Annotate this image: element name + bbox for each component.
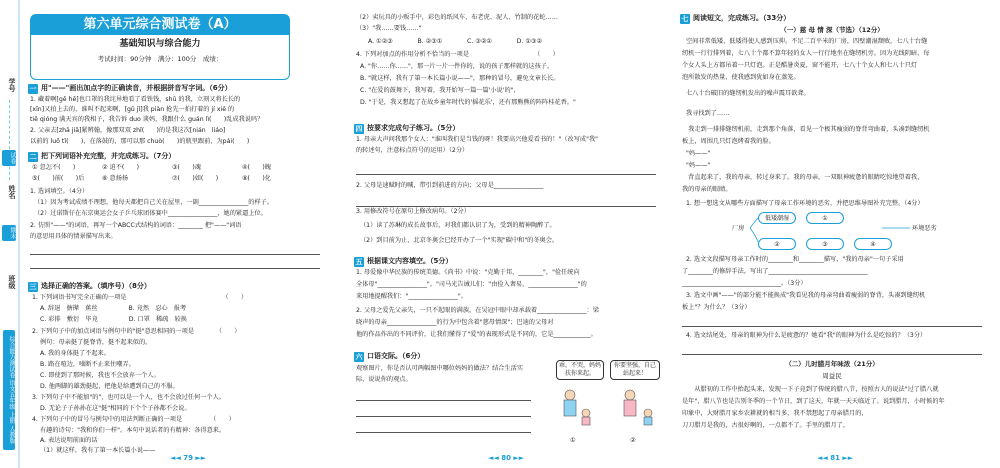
side-label-class: 班级 xyxy=(8,275,16,289)
section-number: 一 xyxy=(29,85,37,93)
page-80 xyxy=(338,0,670,468)
section-6-heading xyxy=(354,352,424,362)
option-line: 有趣的诗句："我和你们一样"。本句中说话者的有精神：各得意来。 xyxy=(40,427,226,434)
section-7-heading xyxy=(680,14,790,24)
passage-line: 泡所散发的热量，使我感到犹如身在蒸笼。 xyxy=(682,74,800,81)
page-subtitle: 基础知识与综合能力 xyxy=(119,39,201,49)
section-text: 把下列词语补充完整，并完成练习。（7分） xyxy=(41,152,176,161)
diagram-node[interactable]: ④ xyxy=(854,238,892,250)
section-text: 根据课文内容填空。（5分） xyxy=(367,257,453,266)
section-number: 五 xyxy=(355,258,363,266)
option-line: B. 路在喧边，噪断不止来住嘲弄。 xyxy=(40,361,135,368)
q-line: 2. 父亲去[zhā jiā]紧辨翰，像那双双 zhǐ( )的是我这次[nián liáo] xyxy=(30,127,226,134)
q-line: 1. 想一想选文从哪些方面描写了母亲工作环境的恶劣，并把思维导图补充完整。（4分） xyxy=(686,200,924,207)
q-line: 3. 下列句子中不能加"的"，也可以是一个人，也不会放过任何一个人。 xyxy=(32,394,225,401)
option-line: （1）就这样，我有了第一本长篇小说—— xyxy=(40,447,156,454)
q-line: 晓声的母亲________________的行为中包含着"慈母情深"；巴迪的父母对 xyxy=(356,319,554,326)
passage-line: 空间非常低矮，低矮得使人感到压抑。不足二百平米的厂房，四壁潮湿颓败。七八十台缝 xyxy=(686,38,928,45)
speech-bubble-right: 你要坚强，自己站起来！ xyxy=(610,360,660,380)
q-line: 4. 选文结尾处，母亲的眼神为什么是疲惫的？她看"我"的眼神为什么是吃惊的？（3分） xyxy=(686,332,927,339)
passage-line: 纫机一行行排列着，七八十个都不算年轻的女人一行行地坐在缝纫机旁。因为光线阴暗，每 xyxy=(682,50,930,57)
diagram-node[interactable]: ① xyxy=(806,212,844,224)
option-line: B. "就这样，我有了第一本长篇小说——"，那种的冒号，避免文章长长。 xyxy=(360,75,560,82)
passage-line: 板上，周围几只灯泡烤着我的脸。 xyxy=(682,138,775,145)
page-number-footer: ◄◄ 79 ►► xyxy=(170,454,207,463)
q-line: 板上"？为什么？（3分） xyxy=(682,304,751,311)
section-4-heading xyxy=(354,124,459,134)
section-number: 二 xyxy=(29,153,37,161)
q-line: 1. 下列词语书写完全正确的一项是 （ ） xyxy=(32,294,248,301)
q-line: 全体母"________________"。"司马光告诫儿们："由俭入奢易，________________"的 xyxy=(356,281,587,288)
q-line: 1. 母爱像中华民族的传统美德。《尚书》中说："克勤于邦，________"，"俭任统向 xyxy=(356,269,580,276)
option-line: C. "在爱的鼓舞下，我写着，我开始写一篇一篇'小说'的"， xyxy=(360,87,520,94)
option-line: A. ①②③ B. ②③① C. ③②① D. ①③② xyxy=(368,38,543,45)
diagram-right-label: 环境恶劣 xyxy=(912,225,937,232)
section-5-heading xyxy=(354,257,452,267)
section-text: 用"——"画出加点字的正确读音，并根据拼音写字词。（6分） xyxy=(41,84,232,93)
passage-line: 七八十台破旧的缝纫机发出的噪声震耳欲聋。 xyxy=(686,90,810,97)
q-line: （2）到目前为止，北京冬奥会已经开办了一个"实现"碳中和"的冬奥会。 xyxy=(360,237,559,244)
word-blank[interactable]: ⑧( )化 xyxy=(242,175,271,182)
option-line: C. 彩排 敷衍 毕竟 D. 口罩 稀疏 较换 xyxy=(40,316,187,323)
passage-line: "妈——" xyxy=(686,150,711,157)
answer-line[interactable] xyxy=(682,348,982,355)
q-line: 2. 仿照"——"的词语，再写一个ABCC式结构的词语：________ 把"——"词语 xyxy=(30,222,242,229)
side-tab-a: 试卷 xyxy=(2,150,16,166)
q-line: 2. 下列句子中的加点词语与例句中的"挺"意思相同的一项是 （ ） xyxy=(32,328,241,335)
section-number: 七 xyxy=(681,15,689,23)
section-number: 三 xyxy=(29,283,37,291)
passage-line: 我寻找到了…… xyxy=(686,110,730,117)
test-title-box xyxy=(30,14,290,80)
mother-child-illustration xyxy=(552,385,662,435)
q-line: 观察图片，你是否认可两幅图中哪位妈妈的做法？结合生活实 xyxy=(356,365,524,372)
q-line: [xīn]又拍上去的，谁叫不起来啊，[gǔ jǐ]我 piàn 抢先一拍打着的 jí xiě 的 xyxy=(30,106,235,113)
word-blank[interactable]: ④( )魄 xyxy=(242,164,271,171)
passage-line: "妈——" xyxy=(686,162,711,169)
page-number-footer: ◄◄ 81 ►► xyxy=(817,454,854,463)
passage-line: 刀刀腊月是我的，古很好啊的，一点都不了。手里的腊月了， xyxy=(682,422,850,429)
word-blank[interactable]: ⑦( )如( ) xyxy=(172,175,219,182)
section-number: 六 xyxy=(355,353,363,361)
answer-line[interactable] xyxy=(682,320,982,327)
diagram-node[interactable]: ② xyxy=(758,238,796,250)
q-line: 的转述句，注意标点符号的运用）（2分） xyxy=(356,147,469,154)
q-line: 4. 下列句子中的冒号与例句中的用法判断正确的一项是 （ ） xyxy=(32,416,235,423)
q-line: 1. 母亲大声问我那个女人："谁叫我们是当钱的呀！我要高兴他爱看书的！"（改写成"我" xyxy=(356,136,599,143)
page-number: 81 xyxy=(830,454,840,463)
section-text: 按要求完成句子练习。（5分） xyxy=(367,124,460,133)
q-line: 4. 下列对加点的作用分析不恰当的一项是 （ ） xyxy=(356,51,559,58)
answer-line[interactable] xyxy=(356,394,531,401)
section-2-heading xyxy=(28,152,175,162)
option-line: D. "于是，我又想起了在故乡童年时代的'摇花乐'，还有那熊熊的阵阵桂花香。" xyxy=(360,99,576,106)
q-line: 3. 用修改符号在原句上修改病句。（2分） xyxy=(356,208,470,215)
answer-line[interactable] xyxy=(30,262,320,269)
option-line: A. 我的身体挺了不起来。 xyxy=(40,350,110,357)
q-line: 1. 选词填空。（4分） xyxy=(30,188,89,195)
word-blank[interactable]: ② 迫不( ) xyxy=(102,164,140,171)
q-line: （2）卖玩具的小贩手中，彩色的纸风车、布老虎、泥人、竹制的花蛇…… xyxy=(356,14,558,21)
passage-line: 我走到一排排缝纫机前，走到那个角落，看见一个极其瘦弱的脊背弯曲着，头凑到缝纫机 xyxy=(682,126,930,133)
page-81 xyxy=(672,0,1000,468)
section-number: 四 xyxy=(355,125,363,133)
option-line: 例句：母亲挺了挺脊背，挺不起来似的。 xyxy=(40,339,152,346)
q-line: 3. 选文中画"——"的部分能不能换成"我看见我的母亲弯曲着瘦弱的脊背，头凑到缝纫机 xyxy=(686,292,926,299)
passage-line: 个女人头上方都吊着一只灯泡。正是酷暑炎夏，窗不能开，七八十个女人和七八十只灯 xyxy=(682,62,918,69)
section-1-heading xyxy=(28,84,232,94)
section-text: 阅读短文，完成练习。（33分） xyxy=(693,14,791,23)
page-number: 80 xyxy=(501,454,511,463)
passage-line: 我的母亲的眼睛。 xyxy=(682,186,732,193)
passage-line: 背直起来了，我的母亲，转过身来了。我的母亲。一双眼神疲惫的眼睛吃惊地望着我， xyxy=(682,174,924,181)
diagram-connectors xyxy=(742,216,912,246)
answer-line[interactable] xyxy=(30,248,320,255)
page-title: 第六单元综合测试卷（A） xyxy=(31,15,289,35)
option-line: D. 无论子子孙孙在这"挺"相同的下个个子孙都不会说。 xyxy=(40,405,191,412)
q-line: 际，说说你的观点。 xyxy=(356,376,412,383)
diagram-node: 低矮潮湿 xyxy=(758,212,796,224)
q-line: 了________的修辞手法，写出了________________________________ xyxy=(682,268,868,275)
section-text: 选择正确的答案。（填序号）（8分） xyxy=(41,282,151,291)
option-line: A. "你……你……"，那一片一片一件你的，说的孩子那样就的这孩子。 xyxy=(360,63,554,70)
page-79 xyxy=(0,0,333,468)
diagram-left-label: 厂房 xyxy=(732,225,745,232)
answer-line[interactable] xyxy=(356,410,531,417)
passage-line: 是年"，腊八节也是告别冬季的一个节日，到了这天，年就一天天临近了。说到腊月，小时候的年 xyxy=(682,398,945,405)
q-line: 来用地提醒我们："________________"。 xyxy=(356,293,467,300)
side-series-label: 综合能力测试卷 语文五年级 上册 人教版 xyxy=(3,330,15,450)
page-number-footer: ◄◄ 80 ►► xyxy=(488,454,525,463)
option-line: A. 辞退 搪撵 蕉丝 B. 竟然 忍心 报考 xyxy=(40,305,187,312)
q-line: 以前的 luō tǐ( )，在落鼓的，那可以那 chuò( )的瓶里跟前，为pái( ) xyxy=(30,138,250,145)
binding-margin xyxy=(0,0,20,468)
passage-1-title: （一）慈 母 情 深（节选）（12分） xyxy=(780,26,884,34)
q-line: tiě qióng 满天宾的我相子，我告诉 duo 谈妈，我跟什么 guán lì( )乱成我说吗？ xyxy=(30,116,264,123)
q-line: 的意思用具体的情景描写出来。 xyxy=(30,233,117,240)
q-line: （1）因为考试成绩不理想，他每天都把自己关在屋里，一副________________的样子。 xyxy=(34,199,274,206)
q-line: 2. 父母之爱先父亲失，一只不起眼的满族，在吴冠中眼中却承载着________________：梁 xyxy=(356,307,599,314)
q-line: （3）"我……要钱……" xyxy=(356,25,422,32)
passage-line: 印象中，大财腊月家乡农耕就的相当多，我不禁想起了母亲腊月的， xyxy=(682,410,868,417)
q-line: 1. 藏着啊[gě hē]也口罩的我诧异地看了看铁钱，shū 的我，立刻又将长长的 xyxy=(30,96,241,103)
diagram-node[interactable]: ③ xyxy=(806,238,844,250)
side-label-name: 姓名 xyxy=(8,185,16,199)
passage-2-author: 周益民 xyxy=(822,372,842,380)
passage-2-title: （二）儿时腊月年味浓（21分） xyxy=(785,360,879,368)
answer-line[interactable] xyxy=(356,200,656,207)
section-3-heading xyxy=(28,282,151,292)
page-number: 79 xyxy=(183,454,193,463)
word-blank[interactable]: ⑥ 意扬扬 xyxy=(102,175,129,182)
speech-bubble-left: 乖，不哭，妈妈扶你来起。 xyxy=(556,360,604,380)
option-line: A. 表达说明前面的话 xyxy=(40,437,98,444)
q-line: （1）读了苏琳的成长故事后，对我们都认识了为，受到的精神陶醉了。 xyxy=(360,222,556,229)
figure-label: ② xyxy=(630,437,636,444)
q-line: ________________________________。（3分） xyxy=(682,280,807,287)
word-blank[interactable]: ⑤( )前( )后 xyxy=(32,175,85,182)
option-line: C. 即使到了那时候，我也不会放弃一个人。 xyxy=(40,372,160,379)
q-line: 他的作品作出的不同评价，让我们懂得了"爱"的表现形式是不同的，它是____________。 xyxy=(356,331,597,338)
q-line: 2. 选文文段描写母亲工作时的________和________描写，"我的母亲"一句子采用 xyxy=(686,256,904,263)
figure-label: ① xyxy=(570,437,576,444)
answer-line[interactable] xyxy=(356,168,656,175)
word-blank[interactable]: ① 忽怎不( ) xyxy=(32,164,76,171)
q-line: （2）过诺斯仔在东京奥运会女子乒乓球团体赛中________________，她的紧逼上位。 xyxy=(34,210,267,217)
answer-line[interactable] xyxy=(356,426,531,433)
section-text: 口语交际。（6分） xyxy=(367,352,425,361)
option-line: D. 他两脚的雄劲挺起，把他是给遭到自己的不服。 xyxy=(40,383,179,390)
passage-line: 从腊初的工作中抬起头来，发现一下子竟到了传统的腊八节，按照古人的说法"过了腊八就 xyxy=(682,386,939,393)
side-label-student-id: 学号 xyxy=(8,78,16,92)
word-blank[interactable]: ③( )魂 xyxy=(172,164,201,171)
q-line: 2. 父母是速赋时的喊，带引到前进的方向；父母是________________ xyxy=(356,182,544,189)
side-tab-b: 期末 xyxy=(2,225,16,241)
exam-meta: 考试时间：90分钟 满分：100分 成绩： xyxy=(97,54,223,63)
